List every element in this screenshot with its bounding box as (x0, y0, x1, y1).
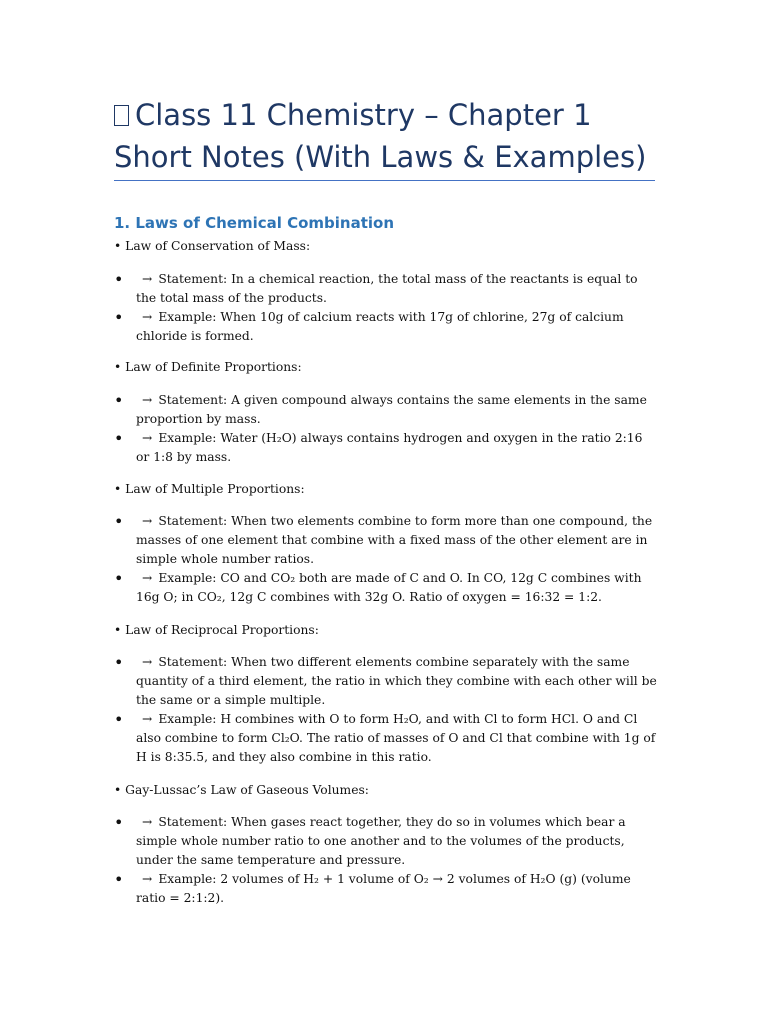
law-example (114, 308, 659, 346)
law-example (114, 429, 659, 467)
arrow-icon: → (142, 393, 153, 407)
law-statement (114, 653, 659, 710)
arrow-icon: → (142, 272, 153, 286)
bullet-icon: • (114, 813, 124, 832)
law-points (114, 391, 659, 467)
document-icon (114, 105, 129, 126)
law-heading: • Gay-Lussac’s Law of Gaseous Volumes: (114, 783, 369, 797)
statement-text: Statement: In a chemical reaction, the total mass of the reactants is equal to the total mass of the products. (136, 272, 638, 305)
law-points (114, 270, 659, 346)
arrow-icon: → (142, 571, 153, 585)
statement-text: Statement: When gases react together, they do so in volumes which bear a simple whole number ratio to one another and to the volumes of the products, under the same temperature and pressure. (136, 815, 626, 867)
arrow-icon: → (142, 872, 153, 886)
bullet-icon: • (114, 391, 124, 410)
page-title (114, 94, 659, 178)
law-heading: • Law of Conservation of Mass: (114, 239, 311, 253)
law-statement (114, 813, 659, 870)
bullet-icon: • (114, 870, 124, 889)
arrow-icon: → (142, 815, 153, 829)
statement-text: Statement: When two elements combine to form more than one compound, the masses of one element that combine with a fixed mass of the other element are in simple whole number ratios. (136, 514, 653, 566)
law-statement (114, 270, 659, 308)
law-heading: • Law of Definite Proportions: (114, 360, 302, 374)
law-points (114, 813, 659, 908)
example-text: Example: H combines with O to form H₂O, and with Cl to form HCl. O and Cl also combine to form Cl₂O. The ratio of masses of O and Cl that combine with 1g of H is 8:35.5, and they also combine in this ratio. (136, 712, 656, 764)
arrow-icon: → (142, 514, 153, 528)
law-statement (114, 391, 659, 429)
law-points (114, 512, 659, 607)
bullet-icon: • (114, 429, 124, 448)
law-heading: • Law of Multiple Proportions: (114, 482, 305, 496)
example-text: Example: 2 volumes of H₂ + 1 volume of O₂ → 2 volumes of H₂O (g) (volume ratio = 2:1:2). (136, 872, 631, 905)
section-heading: 1. Laws of Chemical Combination (114, 214, 395, 232)
bullet-icon: • (114, 710, 124, 729)
law-example (114, 710, 659, 767)
example-text: Example: CO and CO₂ both are made of C and O. In CO, 12g C combines with 16g O; in CO₂, 12g C combines with 32g O. Ratio of oxygen = 16:32 = 1:2. (136, 571, 642, 604)
bullet-icon: • (114, 512, 124, 531)
arrow-icon: → (142, 655, 153, 669)
law-heading: • Law of Reciprocal Proportions: (114, 623, 319, 637)
example-text: Example: Water (H₂O) always contains hydrogen and oxygen in the ratio 2:16 or 1:8 by mass. (136, 431, 643, 464)
bullet-icon: • (114, 308, 124, 327)
arrow-icon: → (142, 712, 153, 726)
statement-text: Statement: A given compound always contains the same elements in the same proportion by mass. (136, 393, 647, 426)
law-statement (114, 512, 659, 569)
law-example (114, 870, 659, 908)
bullet-icon: • (114, 653, 124, 672)
arrow-icon: → (142, 310, 153, 324)
bullet-icon: • (114, 569, 124, 588)
bullet-icon: • (114, 270, 124, 289)
law-example (114, 569, 659, 607)
title-divider (114, 180, 655, 181)
example-text: Example: When 10g of calcium reacts with 17g of chlorine, 27g of calcium chloride is formed. (136, 310, 624, 343)
arrow-icon: → (142, 431, 153, 445)
law-points (114, 653, 659, 767)
statement-text: Statement: When two different elements combine separately with the same quantity of a third element, the ratio in which they combine with each other will be the same or a simple multiple. (136, 655, 657, 707)
page-title-text: Class 11 Chemistry – Chapter 1 Short Notes (With Laws & Examples) (114, 98, 647, 174)
